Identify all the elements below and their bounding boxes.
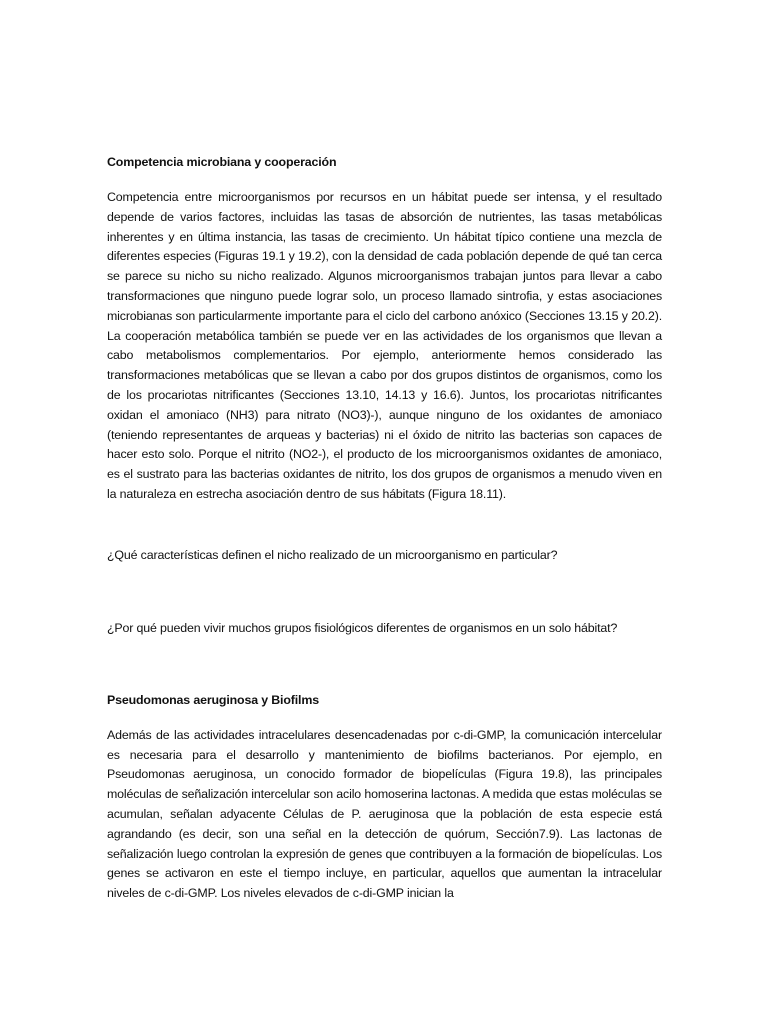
question-nicho-realizado: ¿Qué características definen el nicho realizado de un microorganismo en particular? bbox=[107, 547, 558, 562]
paragraph-competencia: Competencia entre microorganismos por recursos en un hábitat puede ser intensa, y el resultado depende de varios factores, incluidas las tasas de absorción de nutrientes, las tasas metabólicas inherentes y en última instancia, las tasas de crecimiento. Un hábitat típico contiene una mezcla de diferentes especies (Figuras 19.1 y 19.2), con la densidad de cada población depende de qué tan cerca se parece su nicho su nicho realizado. Algunos microorganismos trabajan juntos para llevar a cabo transformaciones que ninguno puede lograr solo, un proceso llamado sintrofia, y estas asociaciones microbianas son particularmente importante para el ciclo del carbono anóxico (Secciones 13.15 y 20.2). La cooperación metabólica también se puede ver en las actividades de los organismos que llevan a cabo metabolismos complementarios. Por ejemplo, anteriormente hemos considerado las transformaciones metabólicas que se llevan a cabo por dos grupos distintos de organismos, como los de los procariotas nitrificantes (Secciones 13.10, 14.13 y 16.6). Juntos, los procariotas nitrificantes oxidan el amoniaco (NH3) para nitrato (NO3)-), aunque ninguno de los oxidantes de amoniaco (teniendo representantes de arqueas y bacterias) ni el óxido de nitrito las bacterias son capaces de hacer esto solo. Porque el nitrito (NO2-), el producto de los microorganismos oxidantes de amoniaco, es el sustrato para las bacterias oxidantes de nitrito, los dos grupos de organismos a menudo viven en la naturaleza en estrecha asociación dentro de sus hábitats (Figura 18.11). bbox=[107, 190, 662, 501]
document-body bbox=[107, 152, 662, 904]
question-grupos-fisiologicos: ¿Por qué pueden vivir muchos grupos fisiológicos diferentes de organismos en un solo hábitat? bbox=[107, 620, 618, 635]
section-heading-pseudomonas: Pseudomonas aeruginosa y Biofilms bbox=[107, 692, 319, 707]
paragraph-pseudomonas: Además de las actividades intracelulares desencadenadas por c-di-GMP, la comunicación intercelular es necesaria para el desarrollo y mantenimiento de biofilms bacterianos. Por ejemplo, en Pseudomonas aeruginosa, un conocido formador de biopelículas (Figura 19.8), las principales moléculas de señalización intercelular son acilo homoserina lactonas. A medida que estas moléculas se acumulan, señalan adyacente Células de P. aeruginosa que la población de esta especie está agrandando (es decir, son una señal en la detección de quórum, Sección7.9). Las lactonas de señalización luego controlan la expresión de genes que contribuyen a la formación de biopelículas. Los genes se activaron en este el tiempo incluye, en particular, aquellos que aumentan la intracelular niveles de c-di-GMP. Los niveles elevados de c-di-GMP inician la bbox=[107, 727, 662, 901]
section-heading-competencia: Competencia microbiana y cooperación bbox=[107, 155, 337, 169]
